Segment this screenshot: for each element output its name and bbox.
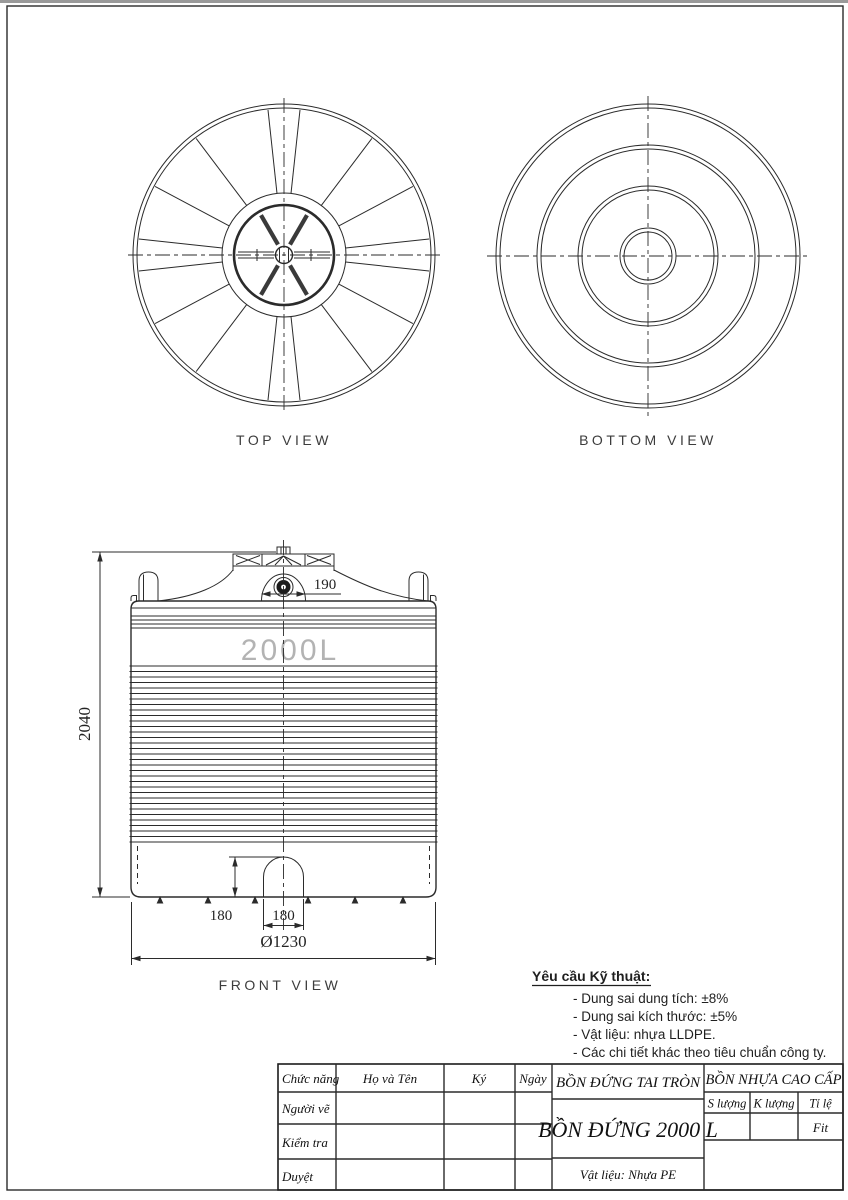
rib-spoke <box>291 317 300 401</box>
capacity-label: 2000L <box>240 634 340 667</box>
lid-spoke <box>290 215 307 244</box>
radial-spoke <box>155 284 229 323</box>
dimension-190 <box>262 577 342 597</box>
rib-spoke <box>139 262 223 271</box>
scale-value: Fit <box>812 1120 829 1135</box>
radial-spoke <box>339 284 413 323</box>
radial-spoke <box>339 186 413 225</box>
role-drawer: Người vẽ <box>282 1101 330 1116</box>
date-header: Ngày <box>519 1071 547 1086</box>
dim-180v-text: 180 <box>209 908 233 924</box>
rib-spoke <box>268 317 277 401</box>
top-view <box>128 98 440 448</box>
front-view <box>75 540 438 993</box>
bottom-view-label: BOTTOM VIEW <box>579 432 717 448</box>
rib-spoke <box>291 110 300 193</box>
weight-header: K lượng <box>753 1096 795 1111</box>
requirements-title: Yêu cầu Kỹ thuật: <box>532 968 651 984</box>
rib-spoke <box>139 239 223 248</box>
material: Vật liệu: Nhựa PE <box>579 1167 677 1182</box>
dimension-2040 <box>75 552 276 897</box>
top-view-label: TOP VIEW <box>236 432 332 448</box>
dim-190-text: 190 <box>313 577 337 593</box>
title-block <box>278 1064 843 1190</box>
front-view-label: FRONT VIEW <box>218 977 342 993</box>
qty-header: S lượng <box>707 1096 747 1111</box>
requirement-item: - Dung sai kích thước: ±5% <box>573 1009 738 1024</box>
technical-requirements <box>532 968 826 1060</box>
rib-spoke <box>268 110 277 193</box>
requirement-item: - Vật liệu: nhựa LLDPE. <box>573 1027 716 1042</box>
dim-diameter-text: Ø1230 <box>260 932 307 951</box>
right-shoulder <box>334 570 428 601</box>
product-name: BỒN ĐỨNG 2000 L <box>538 1117 718 1142</box>
sign-header: Ký <box>471 1071 487 1086</box>
radial-spoke <box>196 305 247 372</box>
requirement-item: - Dung sai dung tích: ±8% <box>573 991 729 1006</box>
product-type: BỒN ĐỨNG TAI TRÒN <box>556 1075 700 1091</box>
name-header: Họ và Tên <box>362 1071 418 1086</box>
lid-spoke <box>261 215 278 244</box>
lid-spoke <box>261 265 278 294</box>
role-checker: Kiểm tra <box>282 1135 328 1150</box>
left-handle <box>139 572 158 601</box>
requirement-item: - Các chi tiết khác theo tiêu chuẩn công ty. <box>573 1045 827 1060</box>
radial-spoke <box>155 186 229 225</box>
radial-spoke <box>196 138 247 205</box>
right-handle <box>409 572 428 601</box>
company-name: BỒN NHỰA CAO CẤP <box>705 1072 842 1088</box>
rib-spoke <box>346 262 430 271</box>
radial-spoke <box>321 138 372 205</box>
lid-spoke <box>290 265 307 294</box>
dim-180h-text: 180 <box>272 908 295 924</box>
left-shoulder <box>158 570 233 601</box>
radial-spoke <box>321 305 372 372</box>
scale-header: Tỉ lệ <box>809 1096 832 1111</box>
dim-2040-text: 2040 <box>75 707 94 741</box>
bottom-view <box>487 96 811 448</box>
rib-spoke <box>346 239 430 248</box>
role-header: Chức năng <box>282 1071 340 1086</box>
role-approver: Duyệt <box>282 1169 314 1184</box>
